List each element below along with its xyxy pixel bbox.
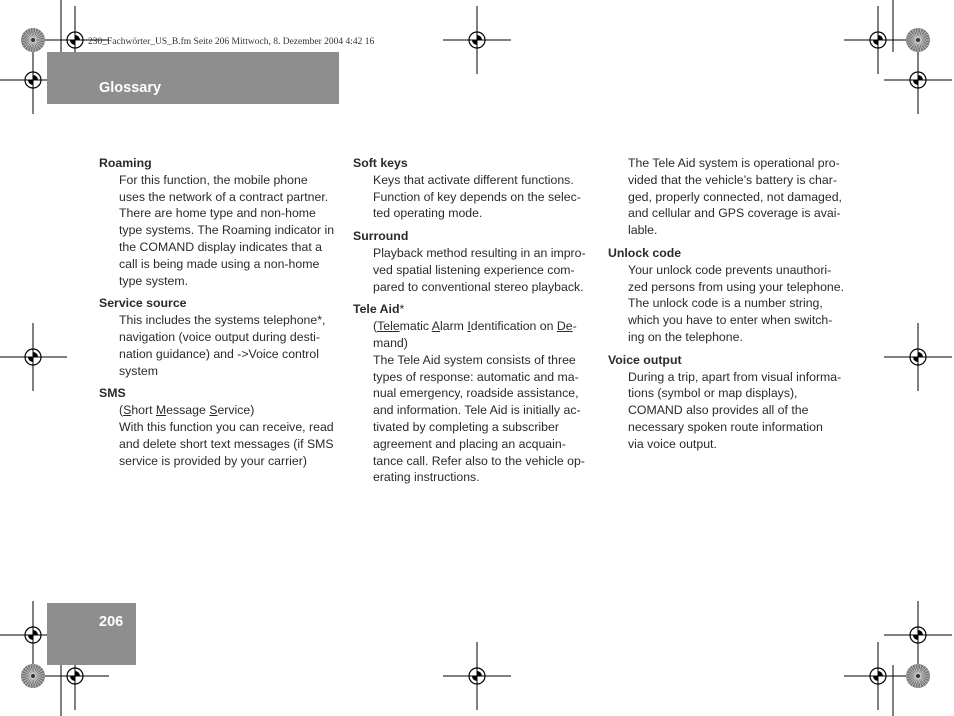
term-label: Roaming	[99, 156, 152, 170]
definition-line: Your unlock code prevents unauthori-	[628, 262, 832, 277]
abbreviation-letter: Tele	[377, 319, 400, 334]
text-segment: larm	[440, 319, 468, 334]
abbreviation-letter: M	[155, 403, 167, 418]
section-header-bar	[47, 52, 339, 104]
crosshair-fill	[28, 630, 38, 640]
rosette-center	[31, 38, 35, 42]
definition-line: tance call. Refer also to the vehicle op-	[373, 453, 585, 468]
glossary-term	[99, 295, 339, 312]
definition-line: Keys that activate different functions.	[373, 172, 574, 187]
definition-line	[99, 402, 339, 419]
abbreviation-letter: S	[123, 403, 132, 418]
definition-line: For this function, the mobile phone	[119, 172, 308, 187]
crosshair-fill	[913, 630, 923, 640]
crosshair-fill	[70, 671, 80, 681]
definition-line: The unlock code is a number string,	[628, 296, 823, 311]
print-metadata: 230_Fachwörter_US_B.fm Seite 206 Mittwoch, 8. Dezember 2004 4:42 16	[88, 37, 375, 47]
definition-line: During a trip, apart from visual informa-	[628, 369, 842, 384]
term-label: SMS	[99, 386, 126, 401]
definition-line: vided that the vehicle’s battery is char-	[628, 172, 837, 187]
definition-line: and cellular and GPS coverage is avai-	[628, 206, 841, 221]
definition-line: service is provided by your carrier)	[119, 453, 307, 468]
glossary-term	[608, 352, 848, 369]
term-label: Tele Aid	[353, 302, 400, 317]
definition-line: type systems. The Roaming indicator in	[119, 223, 335, 238]
crosshair-fill	[873, 671, 883, 681]
abbreviation-letter: A	[431, 319, 440, 334]
definition-line: tivated by completing a subscriber	[373, 419, 559, 434]
glossary-term	[99, 155, 339, 172]
definition-line: The Tele Aid system is operational pro-	[628, 156, 840, 170]
glossary-column-3	[608, 155, 848, 453]
definition-line: via voice output.	[628, 436, 717, 451]
definition-line: This includes the systems telephone*,	[119, 313, 326, 328]
definition-line: With this function you can receive, read	[119, 419, 334, 434]
crosshair-fill	[913, 75, 923, 85]
text-segment: dentification on	[470, 319, 557, 334]
definition-line: There are home type and non-home	[119, 206, 316, 221]
text-segment: -	[572, 319, 577, 334]
section-title: Glossary	[99, 80, 162, 96]
definition-line: Playback method resulting in an impro-	[373, 245, 586, 260]
definition-line: Function of key depends on the selec-	[373, 189, 581, 204]
abbreviation-letter: De	[556, 319, 573, 334]
definition-line: type system.	[119, 273, 189, 288]
term-label: Service source	[99, 296, 187, 311]
definition-line: ged, properly connected, not damaged,	[628, 189, 842, 204]
text-segment: ervice)	[217, 403, 255, 418]
crosshair-fill	[70, 35, 80, 45]
crosshair-fill	[28, 352, 38, 362]
rosette-center	[31, 674, 35, 678]
definition-line: and information. Tele Aid is initially ac-	[373, 403, 581, 418]
glossary-term	[353, 155, 593, 172]
term-label: Surround	[353, 229, 409, 244]
definition-line: ted operating mode.	[373, 206, 483, 221]
text-segment: hort	[131, 403, 156, 418]
text-segment: matic	[399, 319, 432, 334]
text-segment: (	[373, 319, 378, 334]
crosshair-fill	[873, 35, 883, 45]
definition-line: nation guidance) and ->Voice control	[119, 346, 319, 361]
definition-line: pared to conventional stereo playback.	[373, 279, 584, 294]
definition-line: tions (symbol or map displays),	[628, 386, 798, 401]
glossary-term	[608, 245, 848, 262]
glossary-column-2	[353, 155, 593, 486]
definition-line: types of response: automatic and ma-	[373, 369, 579, 384]
crosshair-fill	[28, 75, 38, 85]
text-segment: (	[119, 403, 124, 418]
page-number-box	[47, 603, 136, 665]
definition-line: agreement and placing an acquain-	[373, 436, 566, 451]
page-number: 206	[99, 614, 124, 630]
text-segment: essage	[166, 403, 210, 418]
rosette-center	[916, 38, 920, 42]
glossary-term	[353, 301, 593, 318]
definition-line: system	[119, 363, 158, 378]
definition-line: necessary spoken route information	[628, 419, 823, 434]
crosshair-fill	[913, 352, 923, 362]
term-label: Unlock code	[608, 245, 682, 260]
definition-line: zed persons from using your telephone.	[628, 279, 845, 294]
definition-line: call is being made using a non-home	[119, 256, 320, 271]
glossary-column-1	[99, 155, 339, 469]
definition-line: The Tele Aid system consists of three	[373, 352, 576, 367]
definition-line: nual emergency, roadside assistance,	[373, 386, 579, 401]
crosshair-fill	[472, 671, 482, 681]
definition-line: and delete short text messages (if SMS	[119, 436, 334, 451]
definition-line: mand)	[373, 335, 408, 350]
definition-line: ing on the telephone.	[628, 329, 743, 344]
rosette-center	[916, 674, 920, 678]
abbreviation-letter: I	[467, 319, 471, 334]
definition-line: the COMAND display indicates that a	[119, 239, 322, 254]
glossary-term	[353, 228, 593, 245]
definition-line	[353, 318, 593, 335]
definition-line: lable.	[628, 223, 658, 238]
definition-line: COMAND also provides all of the	[628, 403, 809, 418]
definition-line: erating instructions.	[373, 470, 480, 485]
crosshair-fill	[472, 35, 482, 45]
term-label: Voice output	[608, 352, 682, 367]
glossary-term	[99, 385, 339, 402]
definition-line: uses the network of a contract partner.	[119, 189, 329, 204]
definition-line: navigation (voice output during desti-	[119, 329, 320, 344]
abbreviation-letter: S	[209, 403, 218, 418]
term-label: Soft keys	[353, 156, 408, 170]
footnote-asterisk: *	[399, 302, 405, 317]
definition-line: which you have to enter when switch-	[628, 313, 833, 328]
definition-line: ved spatial listening experience com-	[373, 262, 575, 277]
